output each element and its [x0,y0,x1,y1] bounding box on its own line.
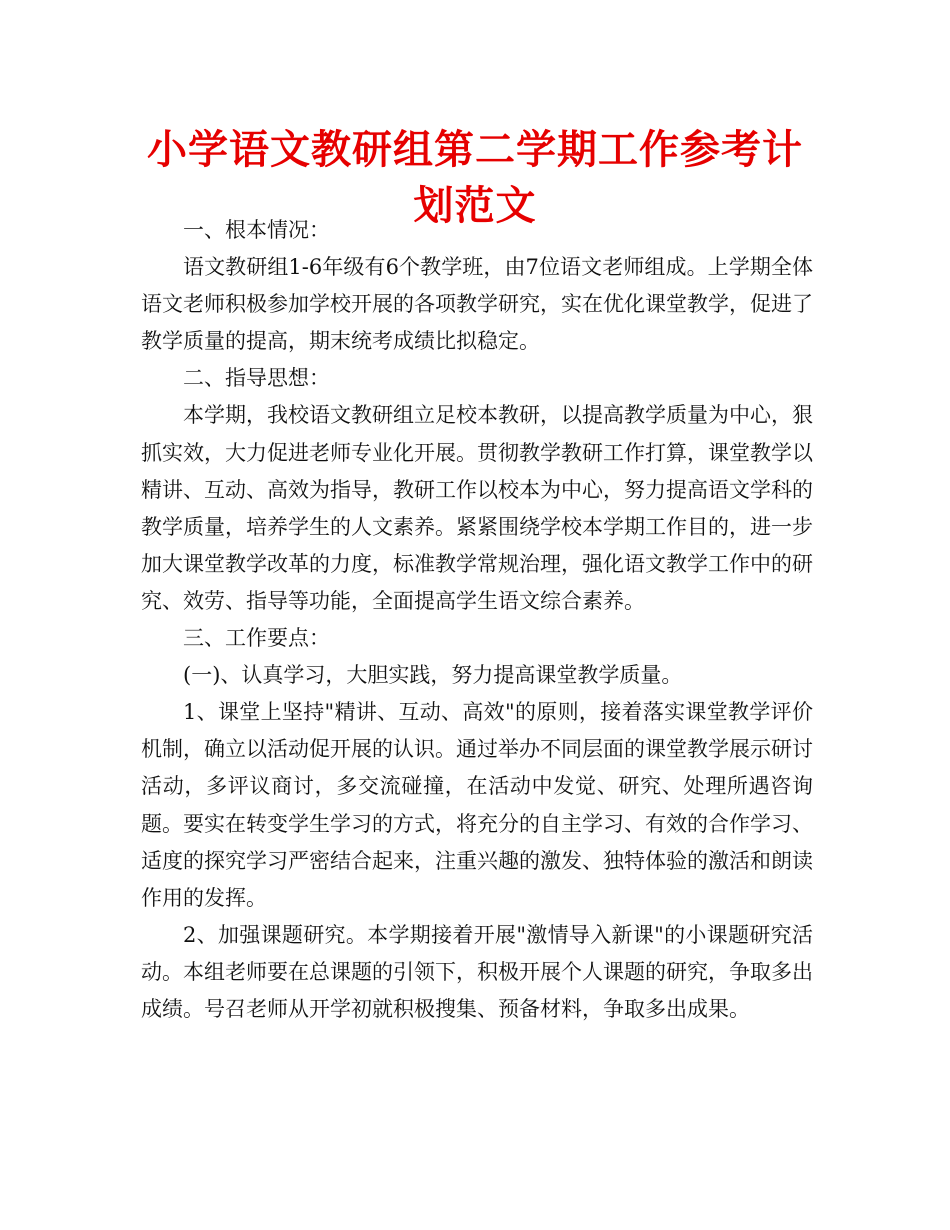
section-heading-work-points: 三、工作要点： [183,626,330,651]
paragraph-basic-situation: 语文教研组1-6年级有6个教学班，由7位语文老师组成。上学期全体语文老师积极参加学校开展的各项教学研究，实在优化课堂教学，促进了教学质量的提高，期末统考成绩比拟稳定。 [141,255,813,354]
subsection-heading-study-practice: (一)、认真学习，大胆实践，努力提高课堂教学质量。 [183,663,683,688]
document-body [141,212,813,1028]
paragraph-guiding-thought: 本学期，我校语文教研组立足校本教研，以提高教学质量为中心，狠抓实效，大力促进老师专业化开展。贯彻教学教研工作打算，课堂教学以精讲、互动、高效为指导，教研工作以校本为中心，努力提高语文学科的教学质量，培养学生的人文素养。紧紧围绕学校本学期工作目的，进一步加大课堂教学改革的力度，标准教学常规治理，强化语文教学工作中的研究、效劳、指导等功能，全面提高学生语文综合素养。 [141,403,813,613]
paragraph-item-1: 1、课堂上坚持"精讲、互动、高效"的原则，接着落实课堂教学评价机制，确立以活动促开展的认识。通过举办不同层面的课堂教学展示研讨活动，多评议商讨，多交流碰撞，在活动中发觉、研究、处理所遇咨询题。要实在转变学生学习的方式，将充分的自主学习、有效的合作学习、适度的探究学习严密结合起来，注重兴趣的激发、独特体验的激活和朗读作用的发挥。 [141,700,813,910]
section-heading-basic-situation: 一、根本情况： [183,218,330,242]
paragraph-item-2: 2、加强课题研究。本学期接着开展"激情导入新课"的小课题研究活动。本组老师要在总课题的引领下，积极开展个人课题的研究，争取多出成绩。号召老师从开学初就积极搜集、预备材料，争取多出成果。 [141,922,813,1021]
section-heading-guiding-thought: 二、指导思想： [183,366,330,391]
document-title: 小学语文教研组第二学期工作参考计划范文 [147,127,803,229]
